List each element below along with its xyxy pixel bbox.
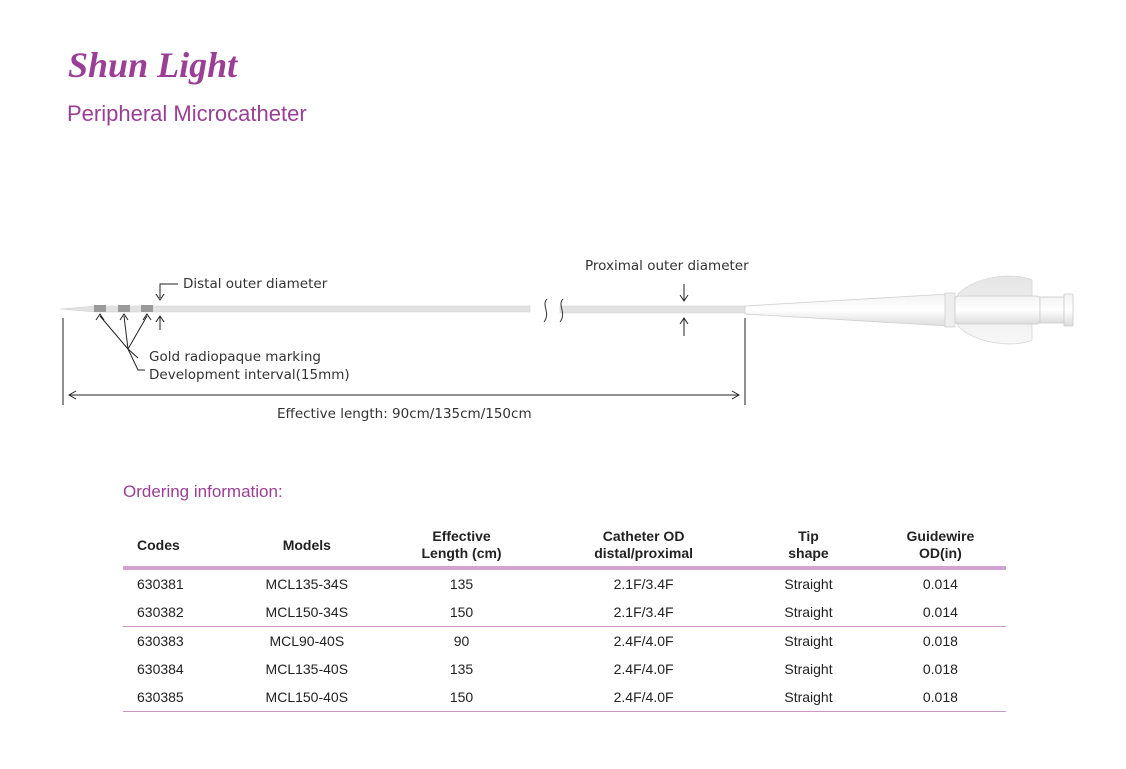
cell-length: 150 <box>378 683 545 712</box>
product-subtitle: Peripheral Microcatheter <box>67 101 307 126</box>
ordering-table <box>123 524 1006 712</box>
cell-length: 90 <box>453 633 470 649</box>
cell-model: MCL135-34S <box>265 576 349 592</box>
ordering-title: Ordering information: <box>123 482 283 501</box>
header-codes-line1: Codes <box>137 536 180 553</box>
cell-code: 630385 <box>123 683 236 712</box>
cell-code: 630383 <box>137 633 184 649</box>
cell-length: 150 <box>378 598 545 627</box>
table-header-row <box>123 524 1006 568</box>
cell-code: 630381 <box>137 576 184 592</box>
header-guidewire-od <box>875 524 1006 568</box>
header-guidewire-line1: Guidewire <box>906 528 975 544</box>
cell-length: 135 <box>449 661 474 677</box>
cell-length: 135 <box>449 576 474 592</box>
cell-guidewire: 0.018 <box>875 683 1006 712</box>
cell-model: MCL150-34S <box>236 598 379 627</box>
cell-tip: Straight <box>784 633 833 649</box>
interval-label: Development interval(15mm) <box>149 367 350 383</box>
cell-code: 630382 <box>123 598 236 627</box>
table-row <box>123 568 1006 598</box>
brand-title: Shun Light <box>68 45 238 85</box>
cell-od: 2.1F/3.4F <box>545 598 742 627</box>
table-row <box>123 598 1006 627</box>
cell-model: MCL135-40S <box>265 661 349 677</box>
table-row <box>123 655 1006 683</box>
cell-guidewire: 0.018 <box>922 661 958 677</box>
catheter-shaft <box>60 299 745 322</box>
cell-code: 630384 <box>137 661 184 677</box>
effective-length-label: Effective length: 90cm/135cm/150cm <box>277 406 532 422</box>
header-models-line1: Models <box>282 536 331 553</box>
cell-tip: Straight <box>742 598 875 627</box>
cell-model: MCL150-40S <box>236 683 379 712</box>
cell-tip: Straight <box>742 683 875 712</box>
cell-od: 2.4F/4.0F <box>613 633 674 649</box>
header-tip-line1: Tip <box>798 528 819 544</box>
header-guidewire-line2: OD(in) <box>919 545 962 561</box>
marking-label: Gold radiopaque marking <box>149 349 321 365</box>
header-od-line2: distal/proximal <box>594 545 693 561</box>
cell-model: MCL90-40S <box>269 633 345 649</box>
table-row <box>123 627 1006 656</box>
cell-tip: Straight <box>784 576 833 592</box>
cell-guidewire: 0.018 <box>922 633 958 649</box>
radiopaque-markers <box>94 305 153 312</box>
catheter-hub <box>745 276 1073 344</box>
header-tip-shape <box>742 524 875 568</box>
cell-od: 2.4F/4.0F <box>545 683 742 712</box>
cell-od: 2.4F/4.0F <box>613 661 674 677</box>
proximal-od-label: Proximal outer diameter <box>585 258 749 274</box>
cell-guidewire: 0.014 <box>875 598 1006 627</box>
cell-guidewire: 0.014 <box>922 576 958 592</box>
header-models <box>236 524 379 568</box>
distal-od-label: Distal outer diameter <box>183 276 328 292</box>
header-effective-length <box>378 524 545 568</box>
header-od-line1: Catheter OD <box>602 528 685 544</box>
header-codes <box>123 524 236 568</box>
header-catheter-od <box>545 524 742 568</box>
header-effective-line2: Length (cm) <box>421 545 502 561</box>
table-row <box>123 683 1006 712</box>
header-effective-line1: Effective <box>432 528 491 544</box>
marking-leaders <box>96 314 151 370</box>
cell-od: 2.1F/3.4F <box>613 576 674 592</box>
cell-tip: Straight <box>784 661 833 677</box>
header-tip-line2: shape <box>788 545 829 561</box>
